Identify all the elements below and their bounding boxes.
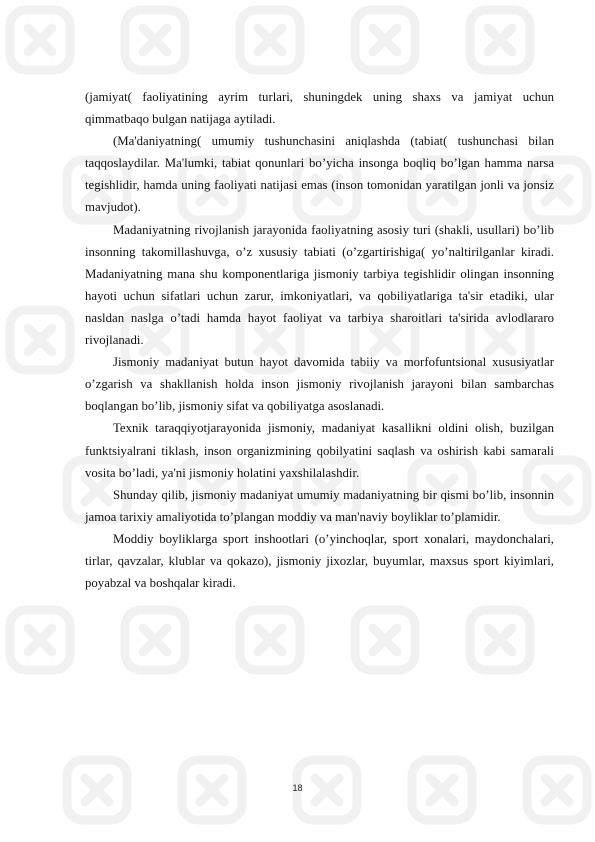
paragraph-2: (Ma'daniyatning( umumiy tushunchasini aniqlashda (tabiat( tushunchasi bilan taqqoslaydilar. Ma'lumki, tabiat qonunlari bo’yicha insonga boqliq bo’lgan hamma narsa tegishlidir, hamda uning faoliyati natijasi emas (inson tomonidan yaratilgan jonli va jonsiz mavjudot). (85, 134, 554, 215)
paragraph-6: Shunday qilib, jismoniy madaniyat umumiy madaniyatning bir qismi bo’lib, insonnin jamoa tarixiy amaliyotida to’plangan moddiy va man'naviy boyliklar to’plamidir. (85, 487, 554, 524)
paragraph-7: Moddiy boyliklarga sport inshootlari (o’yinchoqlar, sport xonalari, maydonchalari, tirlar, qavzalar, klublar va qokazo), jismoniy jixozlar, buyumlar, maxsus sport kiyimlari, poyabzal va boshqalar kiradi. (85, 531, 554, 591)
paragraph-3: Madaniyatning rivojlanish jarayonida faoliyatning asosiy turi (shakli, usullari) bo’lib insonning takomillashuvga, o’z xususiy tabiati (o’zgartirishiga( yo’naltirilganlar kiradi. Madaniyatning mana shu komponentlariga jismoniy tarbiya tegishlidir olingan insonning hayoti uchun sifatlari uchun zarur, imkoniyatlari, va qobiliyatlariga ta'sir etadiki, ular nasldan naslga o’tadi hamda hayot faoliyat va tarbiya sharoitlari ta'sirida avlodlararo rivojlanadi. (85, 222, 554, 348)
paragraph-4: Jismoniy madaniyat butun hayot davomida tabiiy va morfofuntsional xususiyatlar o’zgarish va shakllanish holda inson jismoniy rivojlanish jarayoni bilan sambarchas boqlangan bo’lib, jismoniy sifat va qobiliyatga asoslanadi. (85, 355, 554, 414)
paragraph-5: Texnik taraqqiyotjarayonida jismoniy, madaniyat kasallikni oldini olish, buzilgan funktsiyalrani tiklash, inson organizmining qobilyatini saqlash va oshirish kabi samarali vosita bo’ladi, ya'ni jismoniy holatini yaxshilalashdir. (85, 421, 554, 480)
page-number: 18 (292, 783, 303, 793)
paragraph-1: (jamiyat( faoliyatining ayrim turlari, shuningdek uning shaxs va jamiyat uchun qimmatbaqo bulgan natijaga aytiladi. (85, 90, 554, 127)
body-text (85, 86, 554, 594)
